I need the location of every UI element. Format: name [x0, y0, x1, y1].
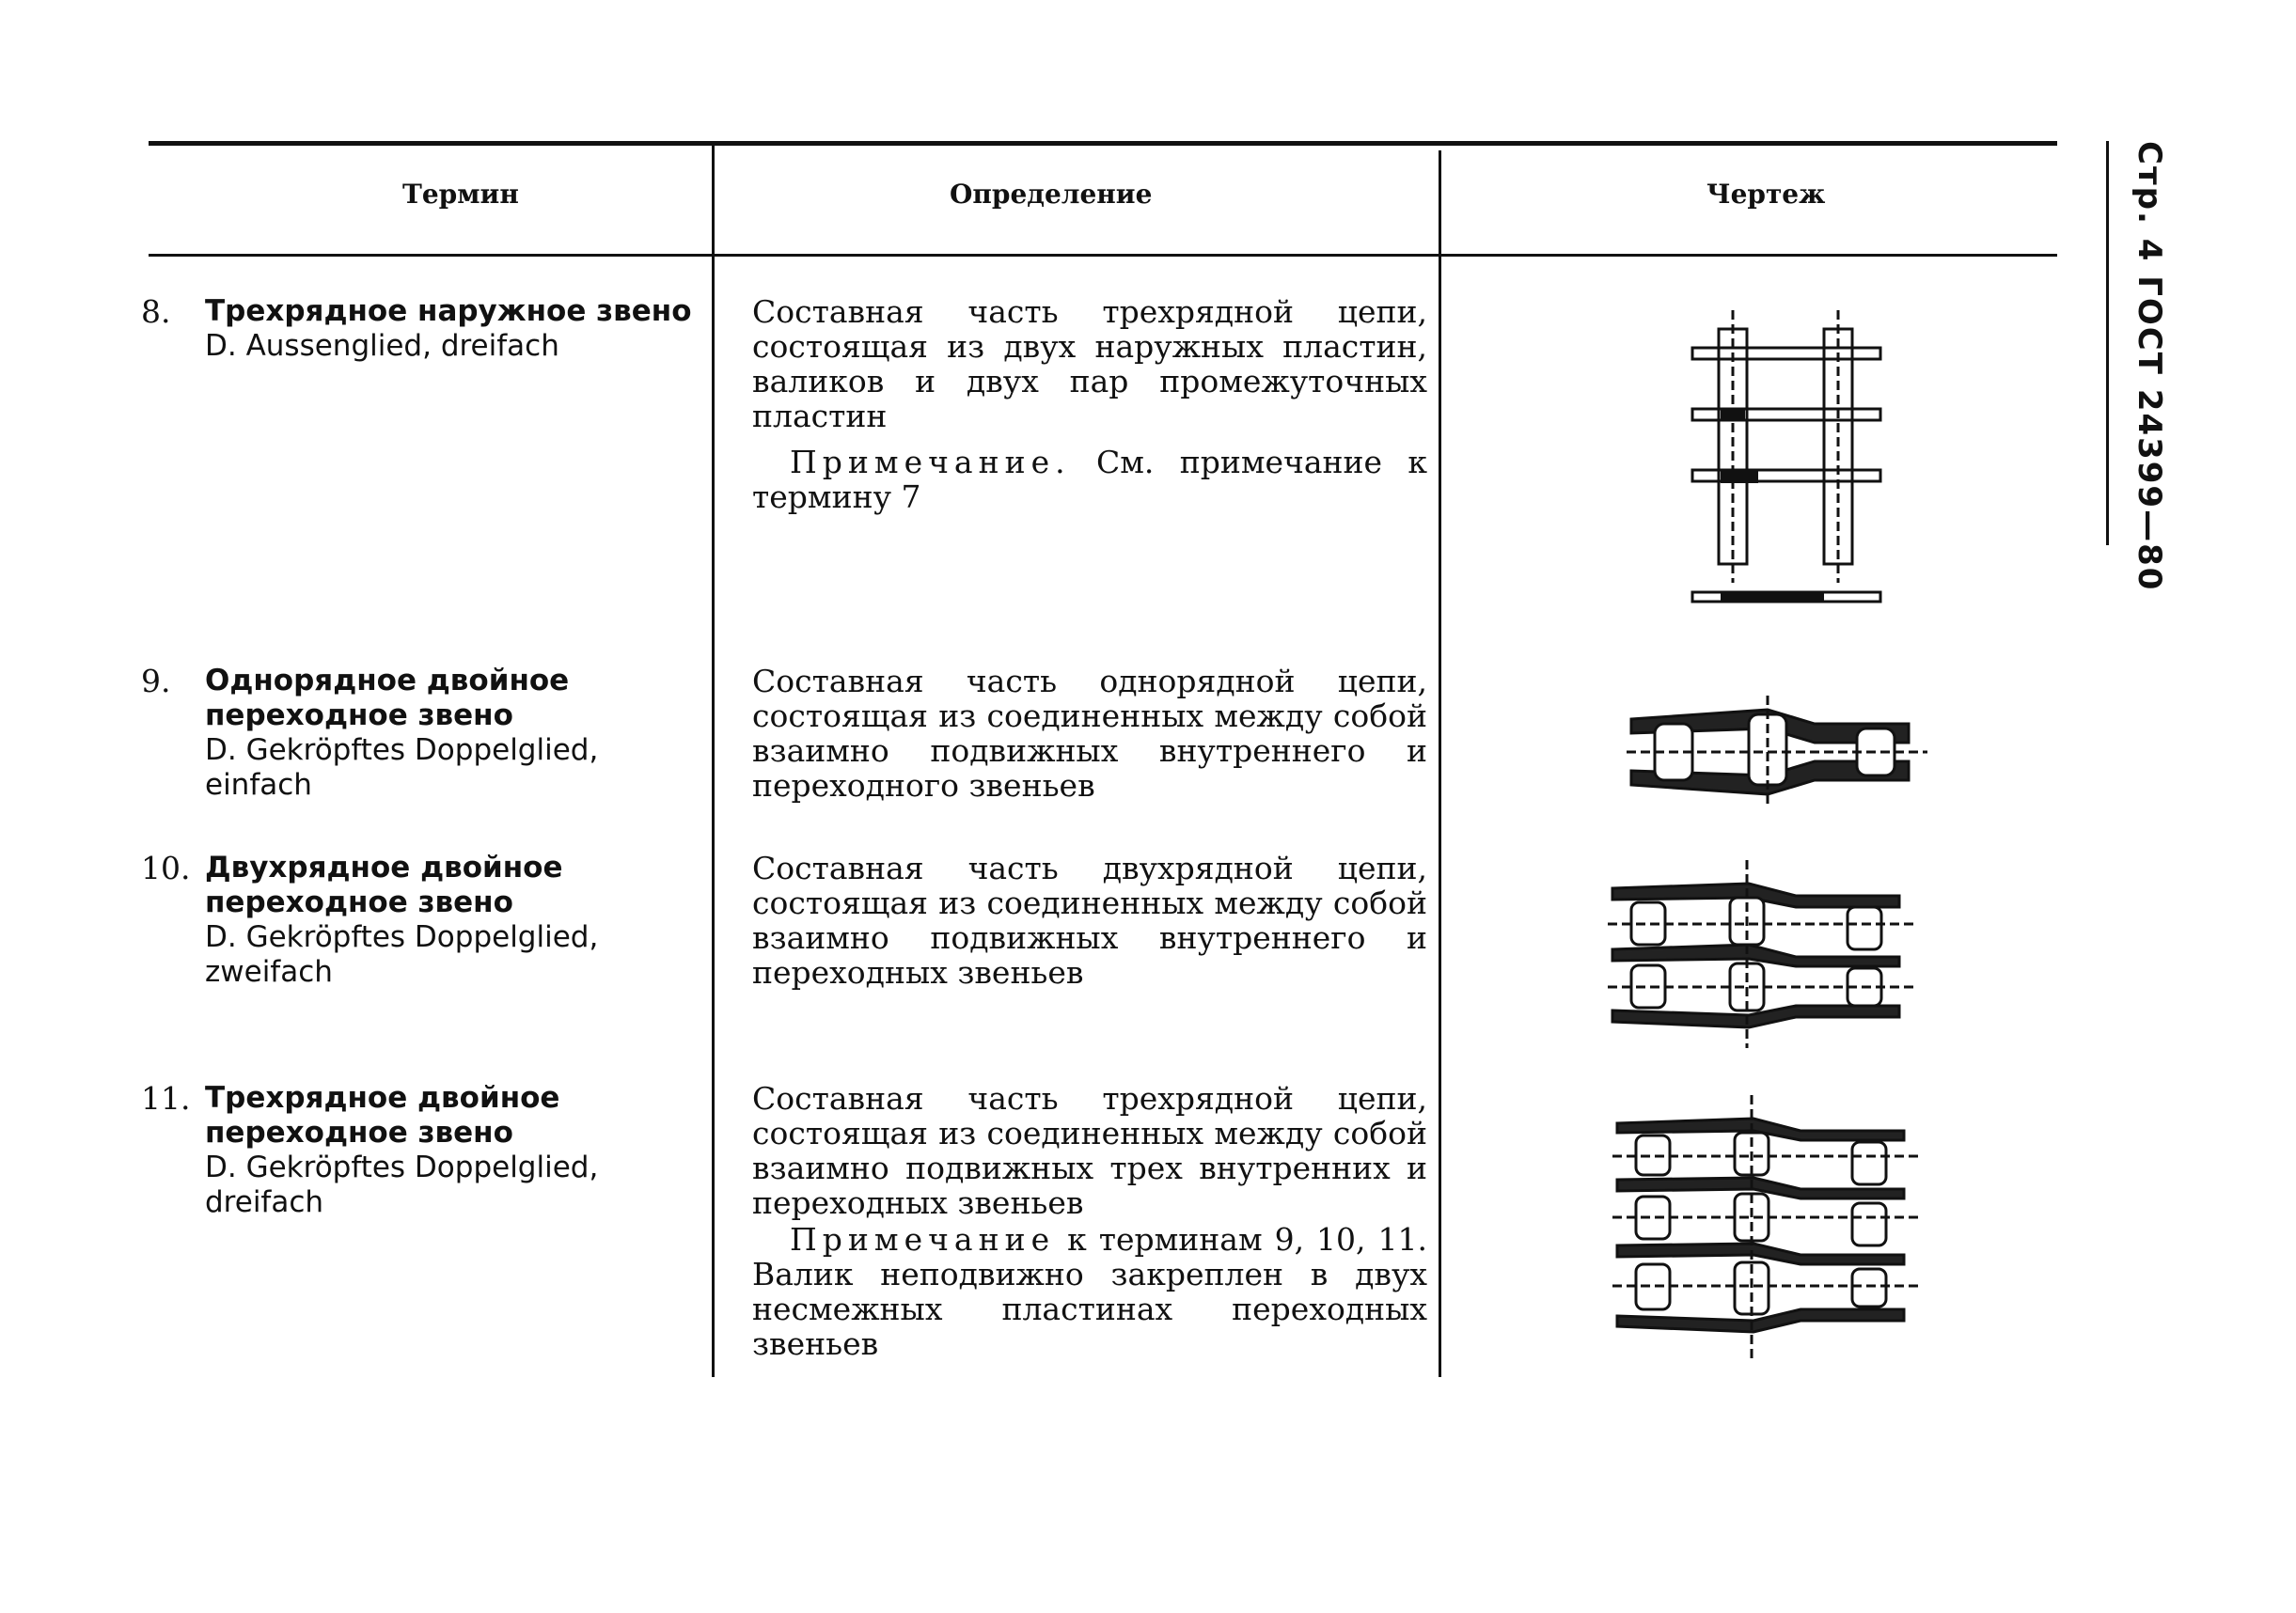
single-row-double-offset-link-drawing-icon — [1627, 691, 1927, 813]
term-number: 8. — [141, 293, 171, 330]
term-number: 11. — [141, 1080, 191, 1117]
term-ru: Двухрядное двойное переходное звено — [205, 851, 563, 919]
definition-10 — [752, 851, 1427, 990]
term-9 — [141, 664, 705, 803]
header-drawing: Чертеж — [1706, 179, 1826, 210]
term-de: D. Gekröpftes Doppelglied, dreifach — [205, 1151, 599, 1219]
term-11 — [141, 1081, 705, 1220]
top-rule — [149, 141, 2057, 146]
term-number: 9. — [141, 663, 171, 699]
column-divider-1 — [712, 146, 715, 1377]
triple-row-double-offset-link-drawing-icon — [1612, 1095, 1923, 1358]
note — [752, 445, 1427, 514]
side-rule — [2106, 141, 2109, 545]
term-de: D. Gekröpftes Doppelglied, einfach — [205, 733, 599, 802]
definition-text: Составная часть трехрядной цепи, состоящая из соединенных между собой взаимно подвижных трех внутренних и переходных звеньев — [752, 1080, 1427, 1221]
term-de: D. Aussenglied, dreifach — [205, 329, 559, 363]
term-de: D. Gekröpftes Doppelglied, zweifach — [205, 920, 599, 989]
term-8 — [141, 294, 705, 364]
definition-9 — [752, 664, 1427, 803]
header-bottom-rule — [149, 254, 2057, 257]
double-row-double-offset-link-drawing-icon — [1608, 860, 1918, 1048]
header-term: Термин — [402, 179, 519, 210]
column-divider-2 — [1439, 150, 1441, 1377]
term-10 — [141, 851, 705, 990]
term-ru: Трехрядное наружное звено — [205, 294, 692, 328]
definition-text: Составная часть трехрядной цепи, состоящая из двух наружных пластин, валиков и двух пар промежуточных пластин — [752, 293, 1427, 434]
definition-text: Составная часть однорядной цепи, состоящая из соединенных между собой взаимно подвижных внутреннего и переходного звеньев — [752, 663, 1427, 804]
term-ru: Однорядное двойное переходное звено — [205, 664, 570, 732]
definition-11 — [752, 1081, 1427, 1361]
note-text: См. примечание к термину 7 — [752, 444, 1427, 515]
term-ru: Трехрядное двойное переходное звено — [205, 1081, 560, 1150]
note-label: Примечание. — [790, 444, 1071, 480]
note — [752, 1222, 1427, 1361]
definition-text: Составная часть двухрядной цепи, состоящая из соединенных между собой взаимно подвижных внутреннего и переходных звеньев — [752, 850, 1427, 991]
page-label: Стр. 4 ГОСТ 24399—80 — [2131, 141, 2168, 592]
note-label: Примечание — [790, 1221, 1056, 1258]
term-number: 10. — [141, 850, 191, 886]
note-text: к терминам 9, 10, 11. Валик неподвижно закреплен в двух несмежных пластинах переходных звеньев — [752, 1221, 1427, 1362]
triple-outer-link-drawing-icon — [1664, 310, 1899, 620]
definition-8 — [752, 294, 1427, 514]
page-label-vertical — [2104, 141, 2179, 592]
header-definition: Определение — [950, 179, 1153, 210]
